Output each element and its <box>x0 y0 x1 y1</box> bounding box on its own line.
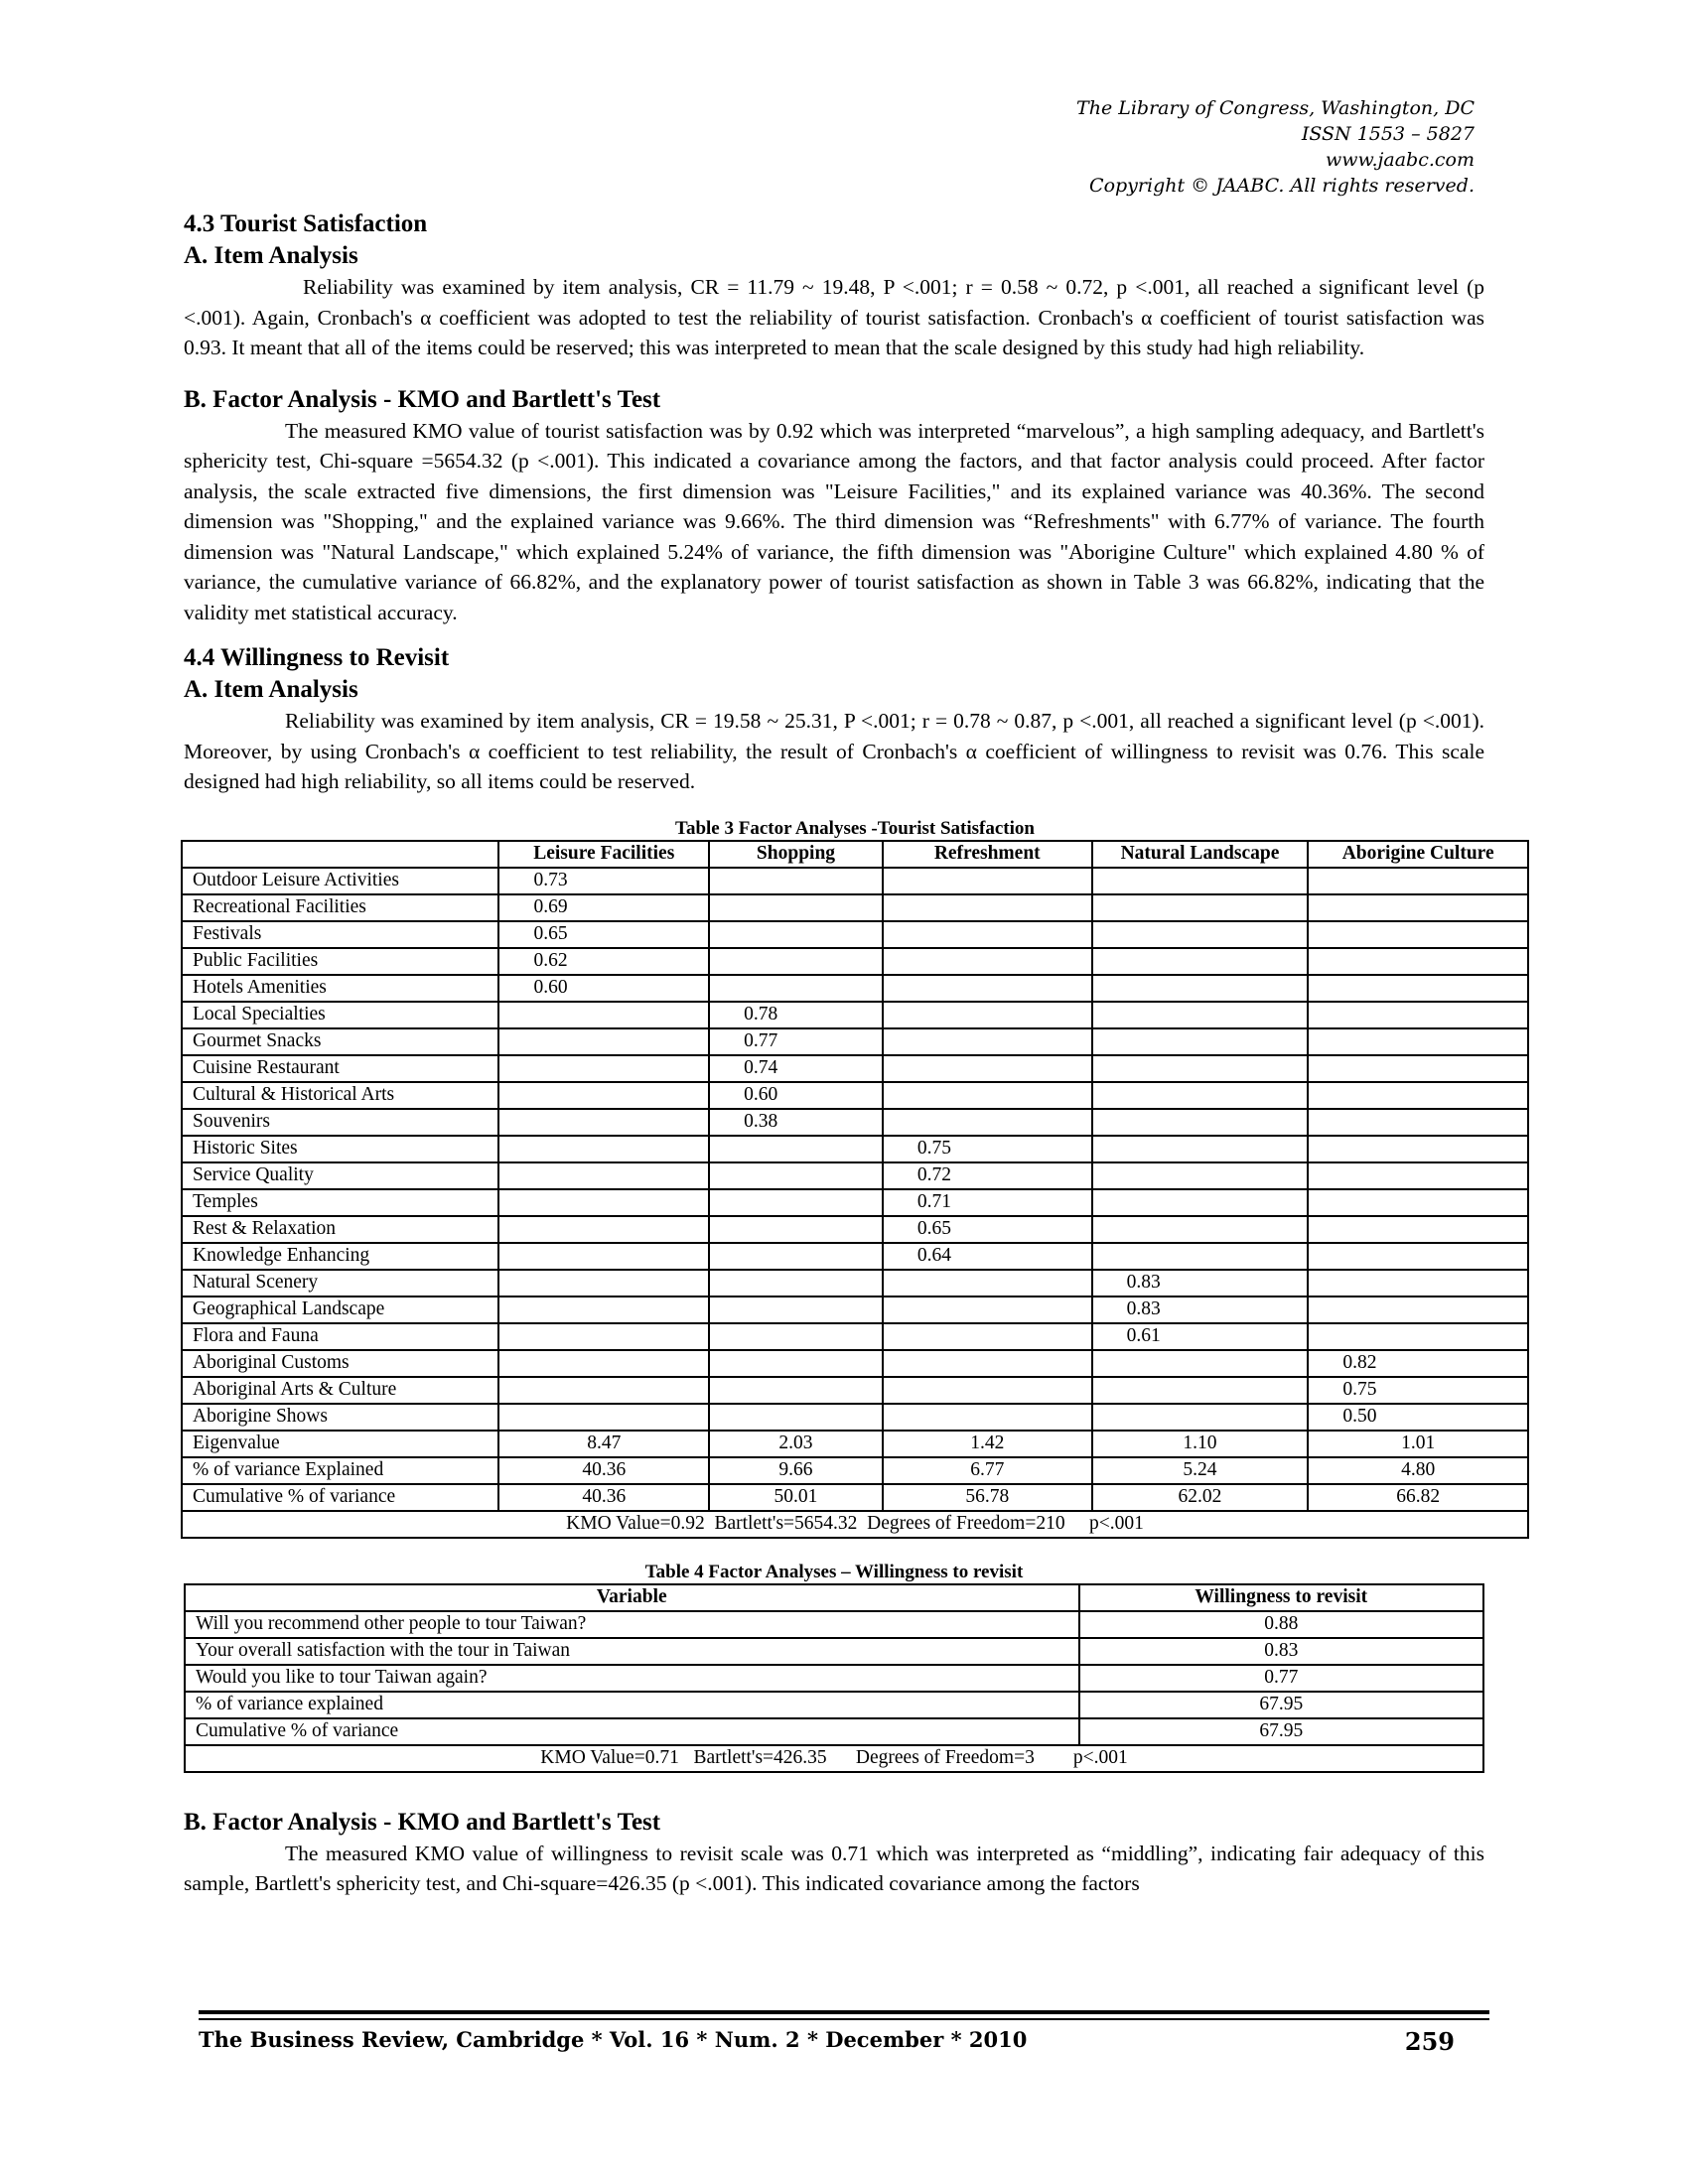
value-cell: 0.77 <box>1079 1665 1483 1692</box>
row-label-cell: Cuisine Restaurant <box>182 1055 498 1082</box>
value-cell <box>498 1270 709 1297</box>
row-label-cell: Local Specialties <box>182 1002 498 1028</box>
table-header-cell: Variable <box>185 1584 1079 1611</box>
table-row <box>185 1692 1483 1718</box>
value-cell <box>498 1162 709 1189</box>
row-label-cell: Aboriginal Customs <box>182 1350 498 1377</box>
row-label-cell: % of variance explained <box>185 1692 1079 1718</box>
subsection-heading: A. Item Analysis <box>184 676 358 703</box>
value-cell <box>1092 1028 1309 1055</box>
table-row <box>182 1002 1528 1028</box>
table-row <box>185 1665 1483 1692</box>
value-cell <box>709 894 883 921</box>
table-row <box>182 921 1528 948</box>
value-cell: 67.95 <box>1079 1718 1483 1745</box>
value-cell <box>709 868 883 894</box>
page-number: 259 <box>1404 2027 1455 2056</box>
table-row <box>182 1431 1528 1457</box>
row-label-cell: Will you recommend other people to tour Taiwan? <box>185 1611 1079 1638</box>
value-cell <box>1308 1297 1528 1323</box>
row-label-cell: Temples <box>182 1189 498 1216</box>
table-header-cell: Aborigine Culture <box>1308 841 1528 868</box>
value-cell <box>1308 1028 1528 1055</box>
table-row <box>182 1136 1528 1162</box>
value-cell <box>883 1002 1092 1028</box>
value-cell <box>1308 1216 1528 1243</box>
value-cell: 0.60 <box>709 1082 883 1109</box>
value-cell <box>498 1377 709 1404</box>
table-row <box>182 1055 1528 1082</box>
value-cell: 5.24 <box>1092 1457 1309 1484</box>
value-cell <box>709 1136 883 1162</box>
value-cell <box>709 1243 883 1270</box>
value-cell: 62.02 <box>1092 1484 1309 1511</box>
table-row <box>182 1109 1528 1136</box>
value-cell <box>1308 1189 1528 1216</box>
table-row <box>182 1323 1528 1350</box>
table-row <box>182 1243 1528 1270</box>
value-cell <box>709 1297 883 1323</box>
paragraph: Reliability was examined by item analysis, CR = 11.79 ~ 19.48, P <.001; r = 0.58 ~ 0.72, p <.001, all reached a significant level (p <.001). Again, Cronbach's α coefficient was adopted to test the reliability of tourist satisfaction. Cronbach's α coefficient of tourist satisfaction was 0.93. It meant that all of the items could be reserved; this was interpreted to mean that the scale designed by this study had high reliability. <box>184 275 1484 359</box>
value-cell: 0.82 <box>1308 1350 1528 1377</box>
table-row <box>182 894 1528 921</box>
value-cell <box>709 1270 883 1297</box>
row-label-cell: Cumulative % of variance <box>185 1718 1079 1745</box>
value-cell: 0.88 <box>1079 1611 1483 1638</box>
value-cell: 0.77 <box>709 1028 883 1055</box>
value-cell <box>709 1189 883 1216</box>
table-row <box>185 1718 1483 1745</box>
row-label-cell: Hotels Amenities <box>182 975 498 1002</box>
value-cell <box>1092 1002 1309 1028</box>
row-label-cell: Service Quality <box>182 1162 498 1189</box>
masthead-line: www.jaabc.com <box>1325 149 1475 171</box>
value-cell <box>1092 894 1309 921</box>
row-label-cell: % of variance Explained <box>182 1457 498 1484</box>
row-label-cell: Cumulative % of variance <box>182 1484 498 1511</box>
value-cell: 0.74 <box>709 1055 883 1082</box>
value-cell <box>1092 1404 1309 1431</box>
row-label-cell: Would you like to tour Taiwan again? <box>185 1665 1079 1692</box>
row-label-cell: Flora and Fauna <box>182 1323 498 1350</box>
value-cell <box>498 1216 709 1243</box>
value-cell <box>1308 1243 1528 1270</box>
footer-rule <box>199 2010 1489 2014</box>
value-cell <box>1308 1082 1528 1109</box>
table-row <box>185 1638 1483 1665</box>
value-cell <box>1308 975 1528 1002</box>
value-cell <box>498 1297 709 1323</box>
value-cell <box>1308 1109 1528 1136</box>
row-label-cell: Public Facilities <box>182 948 498 975</box>
row-label-cell: Cultural & Historical Arts <box>182 1082 498 1109</box>
table-row <box>182 1270 1528 1297</box>
value-cell: 0.69 <box>498 894 709 921</box>
value-cell <box>1308 868 1528 894</box>
row-label-cell: Aboriginal Arts & Culture <box>182 1377 498 1404</box>
value-cell <box>883 1404 1092 1431</box>
row-label-cell: Aborigine Shows <box>182 1404 498 1431</box>
value-cell <box>709 1404 883 1431</box>
value-cell: 56.78 <box>883 1484 1092 1511</box>
value-cell <box>1092 868 1309 894</box>
value-cell <box>883 1055 1092 1082</box>
value-cell <box>498 1109 709 1136</box>
table-row <box>182 1297 1528 1323</box>
value-cell: 1.01 <box>1308 1431 1528 1457</box>
table-row <box>182 975 1528 1002</box>
table-row <box>182 1162 1528 1189</box>
value-cell <box>1092 921 1309 948</box>
journal-masthead <box>1076 95 1475 199</box>
table-row <box>185 1611 1483 1638</box>
row-label-cell: Eigenvalue <box>182 1431 498 1457</box>
value-cell <box>883 1297 1092 1323</box>
value-cell <box>709 1216 883 1243</box>
value-cell <box>1092 1216 1309 1243</box>
table-header-cell: Leisure Facilities <box>498 841 709 868</box>
value-cell <box>1308 1136 1528 1162</box>
row-label-cell: Outdoor Leisure Activities <box>182 868 498 894</box>
value-cell <box>1308 894 1528 921</box>
table-row <box>182 1484 1528 1511</box>
subsection-heading: A. Item Analysis <box>184 242 358 269</box>
value-cell <box>498 1028 709 1055</box>
value-cell <box>498 1082 709 1109</box>
value-cell <box>1308 921 1528 948</box>
table-row <box>182 868 1528 894</box>
table-row <box>182 1350 1528 1377</box>
table-row <box>182 1082 1528 1109</box>
value-cell <box>883 1323 1092 1350</box>
value-cell <box>883 921 1092 948</box>
table-header-cell: Refreshment <box>883 841 1092 868</box>
table-header-cell: Willingness to revisit <box>1079 1584 1483 1611</box>
table-footer-row <box>182 1511 1528 1538</box>
row-label-cell: Natural Scenery <box>182 1270 498 1297</box>
value-cell <box>1092 1189 1309 1216</box>
masthead-line: Copyright © JAABC. All rights reserved. <box>1089 175 1475 197</box>
value-cell: 6.77 <box>883 1457 1092 1484</box>
masthead-line: The Library of Congress, Washington, DC <box>1076 97 1475 119</box>
value-cell <box>883 894 1092 921</box>
table-row <box>182 1028 1528 1055</box>
value-cell: 0.64 <box>883 1243 1092 1270</box>
value-cell <box>709 975 883 1002</box>
value-cell: 1.42 <box>883 1431 1092 1457</box>
row-label-cell: Rest & Relaxation <box>182 1216 498 1243</box>
value-cell <box>1092 975 1309 1002</box>
value-cell: 40.36 <box>498 1457 709 1484</box>
paragraph: The measured KMO value of tourist satisfaction was by 0.92 which was interpreted “marvelous”, a high sampling adequacy, and Bartlett's sphericity test, Chi-square =5654.32 (p <.001). This indicated a covariance among the factors, and that factor analysis could proceed. After factor analysis, the scale extracted five dimensions, the first dimension was "Leisure Facilities," and its explained variance was 40.36%. The second dimension was "Shopping," and the explained variance was 9.66%. The third dimension was “Refreshments" with 6.77% of variance. The fourth dimension was "Natural Landscape," which explained 5.24% of variance, the fifth dimension was "Aborigine Culture" which explained 4.80 % of variance, the cumulative variance of 66.82%, and the explanatory power of tourist satisfaction as shown in Table 3 was 66.82%, indicating that the validity met statistical accuracy. <box>184 418 1484 624</box>
value-cell: 0.73 <box>498 868 709 894</box>
row-label-cell: Gourmet Snacks <box>182 1028 498 1055</box>
value-cell: 0.78 <box>709 1002 883 1028</box>
value-cell: 9.66 <box>709 1457 883 1484</box>
value-cell <box>1308 1162 1528 1189</box>
value-cell <box>1308 1270 1528 1297</box>
table-row <box>182 1457 1528 1484</box>
masthead-line: ISSN 1553 – 5827 <box>1301 123 1475 145</box>
table-header-row <box>182 841 1528 868</box>
table-row <box>182 1377 1528 1404</box>
value-cell <box>709 1350 883 1377</box>
table-row <box>182 948 1528 975</box>
value-cell: 0.83 <box>1092 1297 1309 1323</box>
value-cell <box>498 1136 709 1162</box>
value-cell: 4.80 <box>1308 1457 1528 1484</box>
row-label-cell: Recreational Facilities <box>182 894 498 921</box>
value-cell <box>1308 1323 1528 1350</box>
table-header-cell: Natural Landscape <box>1092 841 1309 868</box>
value-cell: 2.03 <box>709 1431 883 1457</box>
value-cell <box>883 1350 1092 1377</box>
value-cell <box>498 1323 709 1350</box>
subsection-heading: B. Factor Analysis - KMO and Bartlett's Test <box>184 1808 661 1836</box>
value-cell <box>1308 1002 1528 1028</box>
factor-table-willingness <box>184 1583 1484 1773</box>
value-cell <box>1092 1243 1309 1270</box>
subsection-heading: B. Factor Analysis - KMO and Bartlett's Test <box>184 385 661 413</box>
value-cell: 0.62 <box>498 948 709 975</box>
value-cell <box>498 1404 709 1431</box>
value-cell: 66.82 <box>1308 1484 1528 1511</box>
value-cell <box>1092 1082 1309 1109</box>
value-cell <box>1092 1109 1309 1136</box>
value-cell <box>883 868 1092 894</box>
row-label-cell: Knowledge Enhancing <box>182 1243 498 1270</box>
table-row <box>182 1404 1528 1431</box>
value-cell: 8.47 <box>498 1431 709 1457</box>
row-label-cell: Historic Sites <box>182 1136 498 1162</box>
value-cell <box>883 1270 1092 1297</box>
table-row <box>182 1189 1528 1216</box>
table-footer: KMO Value=0.92 Bartlett's=5654.32 Degrees of Freedom=210 p<.001 <box>182 1511 1528 1538</box>
value-cell: 0.50 <box>1308 1404 1528 1431</box>
table-caption: Table 4 Factor Analyses – Willingness to revisit <box>644 1561 1024 1582</box>
value-cell <box>1092 1055 1309 1082</box>
row-label-cell: Your overall satisfaction with the tour in Taiwan <box>185 1638 1079 1665</box>
footer-rule <box>199 2018 1489 2020</box>
value-cell <box>709 1377 883 1404</box>
value-cell <box>883 948 1092 975</box>
table-header-cell <box>182 841 498 868</box>
value-cell: 0.75 <box>883 1136 1092 1162</box>
value-cell <box>709 948 883 975</box>
value-cell <box>1092 1136 1309 1162</box>
value-cell <box>1092 1377 1309 1404</box>
factor-table-tourist-satisfaction <box>181 840 1529 1539</box>
value-cell <box>883 1028 1092 1055</box>
value-cell <box>1092 948 1309 975</box>
value-cell <box>498 1002 709 1028</box>
value-cell: 0.61 <box>1092 1323 1309 1350</box>
row-label-cell: Festivals <box>182 921 498 948</box>
value-cell <box>883 1082 1092 1109</box>
row-label-cell: Geographical Landscape <box>182 1297 498 1323</box>
value-cell: 0.83 <box>1092 1270 1309 1297</box>
value-cell <box>883 975 1092 1002</box>
section-heading: 4.3 Tourist Satisfaction <box>184 210 428 237</box>
table-caption: Table 3 Factor Analyses -Tourist Satisfaction <box>675 817 1035 839</box>
table-footer: KMO Value=0.71 Bartlett's=426.35 Degrees of Freedom=3 p<.001 <box>185 1745 1483 1772</box>
value-cell <box>709 1323 883 1350</box>
section-heading: 4.4 Willingness to Revisit <box>184 644 450 671</box>
paragraph: Reliability was examined by item analysis, CR = 19.58 ~ 25.31, P <.001; r = 0.78 ~ 0.87, p <.001, all reached a significant level (p <.001). Moreover, by using Cronbach's α coefficient to test reliability, the result of Cronbach's α coefficient of willingness to revisit was 0.76. This scale designed had high reliability, so all items could be reserved. <box>184 709 1484 793</box>
value-cell <box>883 1109 1092 1136</box>
row-label-cell: Souvenirs <box>182 1109 498 1136</box>
table-header-row <box>185 1584 1483 1611</box>
value-cell: 0.38 <box>709 1109 883 1136</box>
paragraph: The measured KMO value of willingness to revisit scale was 0.71 which was interpreted as “middling”, indicating fair adequacy of this sample, Bartlett's sphericity test, and Chi-square=426.35 (p <.001). This indicated covariance among the factors <box>184 1841 1484 1895</box>
value-cell: 0.72 <box>883 1162 1092 1189</box>
value-cell <box>883 1377 1092 1404</box>
value-cell <box>498 1243 709 1270</box>
value-cell <box>709 921 883 948</box>
value-cell <box>1308 948 1528 975</box>
value-cell: 0.71 <box>883 1189 1092 1216</box>
table-header-cell: Shopping <box>709 841 883 868</box>
value-cell: 67.95 <box>1079 1692 1483 1718</box>
journal-citation: The Business Review, Cambridge * Vol. 16 * Num. 2 * December * 2010 <box>199 2027 1028 2052</box>
value-cell: 0.83 <box>1079 1638 1483 1665</box>
value-cell: 1.10 <box>1092 1431 1309 1457</box>
value-cell <box>1092 1162 1309 1189</box>
value-cell: 0.60 <box>498 975 709 1002</box>
table-footer-row <box>185 1745 1483 1772</box>
value-cell: 0.65 <box>498 921 709 948</box>
value-cell <box>709 1162 883 1189</box>
table-row <box>182 1216 1528 1243</box>
value-cell <box>498 1055 709 1082</box>
value-cell: 0.75 <box>1308 1377 1528 1404</box>
value-cell <box>498 1189 709 1216</box>
value-cell: 40.36 <box>498 1484 709 1511</box>
value-cell: 0.65 <box>883 1216 1092 1243</box>
main-content <box>184 208 1494 1899</box>
value-cell: 50.01 <box>709 1484 883 1511</box>
value-cell <box>498 1350 709 1377</box>
value-cell <box>1092 1350 1309 1377</box>
value-cell <box>1308 1055 1528 1082</box>
